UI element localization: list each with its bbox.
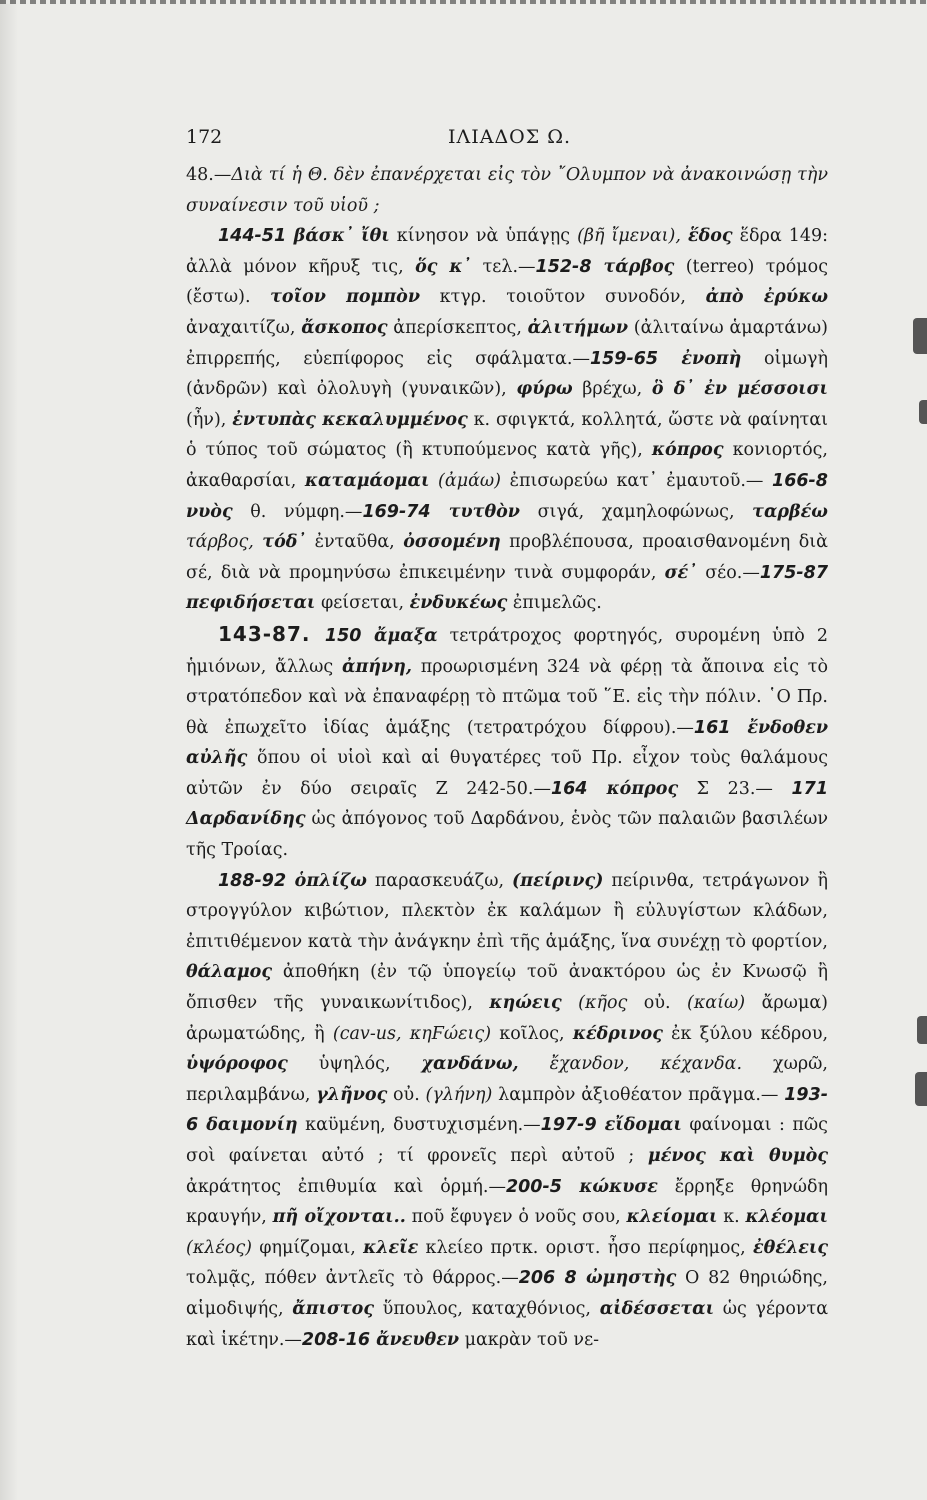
headword: ἄμαξα <box>373 625 438 646</box>
text: κ. <box>717 1207 746 1228</box>
line-reference: 171 <box>791 778 829 799</box>
text: οἰμωγὴ (ἀνδρῶν) καὶ ὀλολυγὴ (γυναικῶν), <box>186 348 828 400</box>
italic-text: (βῆ ἴμεναι), <box>577 226 681 247</box>
text: λαμπρὸν ἀξιοθέατον πρᾶγμα.— <box>492 1084 785 1105</box>
headword: ἀπὸ ἐρύκω <box>705 287 828 308</box>
line-reference: 208-16 <box>301 1329 377 1350</box>
headword: φύρω <box>516 379 573 400</box>
edge-mark <box>917 1016 927 1044</box>
edge-mark <box>915 1072 927 1106</box>
text: ἀπερίσκεπτος, <box>387 317 528 338</box>
italic-text: (γλήνη) <box>425 1084 493 1105</box>
edge-mark <box>913 318 927 354</box>
text: ἀναχαιτίζω, <box>186 317 302 338</box>
headword: κλείομαι <box>626 1207 718 1228</box>
italic-text: ἔχανδον, κέχανδα. <box>549 1054 743 1075</box>
line-reference: 197-9 <box>540 1115 605 1136</box>
text: (ἦν), <box>186 409 233 430</box>
text: ἐπιμελῶς. <box>507 593 602 614</box>
italic-text: τάρβος, <box>186 532 254 553</box>
text <box>562 993 578 1013</box>
text: οὐ. <box>387 1084 426 1105</box>
line-reference: 144-51 <box>218 226 294 247</box>
headword: γλῆνος <box>316 1084 388 1105</box>
line-reference: 166-8 <box>772 470 828 491</box>
headword: μένος καὶ θυμὸς <box>647 1146 828 1166</box>
headword: ἄνευθεν <box>376 1329 460 1350</box>
headword: νυὸς <box>186 501 233 522</box>
text: ἀποθήκη (ἐν τῷ ὑπογείῳ τοῦ ἀνακτόρου ὡς ἐν Κνωσῷ ἢ ὄπισθεν τῆς γυναικωνίτιδος), <box>186 962 828 1014</box>
headword: ἄπιστος <box>292 1298 374 1319</box>
text: ἀκράτητος ἐπιθυμία καὶ ὁρμή.— <box>186 1176 506 1197</box>
text: θ. νύμφη.— <box>232 501 363 522</box>
line-reference: 169-74 <box>362 501 449 522</box>
italic-text: (κῆος <box>578 993 628 1014</box>
text: κονιορτός, ἀκαθαρσίαι, <box>186 440 828 491</box>
text: ὡς ἀπόγονος τοῦ Δαρδάνου, ἑνὸς τῶν παλαιῶν βασιλέων τῆς Τροίας. <box>186 809 828 861</box>
headword: βάσκ᾽ ἴθι <box>293 226 390 247</box>
text: τελ.— <box>471 256 536 277</box>
text: ὡς γέροντα καὶ ἱκέτην.— <box>186 1298 829 1350</box>
text: κτγρ. τοιοῦτον συνοδόν, <box>419 287 706 308</box>
headword: σέ᾽ <box>664 562 697 583</box>
text: βρέχω, <box>572 379 652 400</box>
italic-text: (καίω) <box>687 993 746 1014</box>
headword: ἕδος <box>687 226 733 247</box>
text: 48.— <box>186 165 232 185</box>
headword: ἔνδοθεν αὐλῆς <box>186 717 828 769</box>
text: (terreo) τρόμος (ἔστω). <box>186 256 828 308</box>
headword: Δαρδανίδης <box>186 809 306 830</box>
text: παρασκευάζω, <box>366 870 512 891</box>
headword: κέδρινος <box>572 1023 663 1044</box>
headword: ὀσσομένη <box>403 532 501 553</box>
commentary-text <box>186 160 828 1355</box>
text: καϋμένη, δυστυχισμένη.— <box>297 1115 541 1136</box>
paragraph <box>186 160 828 221</box>
headword: ἀλιτήμων <box>527 317 628 338</box>
headword: (πείρινς) <box>512 870 604 891</box>
line-reference: 164 <box>550 778 607 799</box>
text: μακρὰν τοῦ νε- <box>459 1329 600 1350</box>
line-reference: 206 8 <box>518 1268 586 1289</box>
text: ἄρωμα) ἀρωματώδης, ἢ <box>186 993 828 1044</box>
text: χωρῶ, περιλαμβάνω, <box>186 1054 828 1105</box>
headword: κόπρος <box>651 440 724 461</box>
headword: ἐθέλεις <box>753 1237 829 1258</box>
headword: ὅς κ᾽ <box>415 256 472 277</box>
text: κλείεο πρτκ. οριστ. ἦσο περίφημος, <box>418 1237 754 1258</box>
paragraph <box>186 619 828 866</box>
headword: εἴδομαι <box>604 1115 682 1136</box>
headword: ταρβέω <box>752 501 828 522</box>
line-reference: 193-6 <box>186 1084 829 1136</box>
headword: ἐνδυκέως <box>409 593 508 614</box>
text: Σ 23.— <box>678 778 792 799</box>
text: προωρισμένη 324 νὰ φέρῃ τὰ ἄποινα εἰς τὸ στρατόπεδον καὶ νὰ ἐπαναφέρῃ τὸ πτῶμα τοῦ ῞Ε. εἰς τὴν πόλιν. ῾Ο Πρ. θὰ ἐπωχεῖτο ἰδίας ἁμάξης (τετρατρόχου δίφρου).— <box>186 656 829 738</box>
headword: ὃ δ᾽ ἐν μέσσοισι <box>651 379 829 400</box>
headword: κόπρος <box>606 778 679 799</box>
text: ἐνταῦθα, <box>306 532 404 553</box>
torn-top-edge <box>0 0 927 4</box>
headword: ὑψόροφος <box>186 1054 288 1075</box>
text: Ο 82 θηριώδης, αἱμοδιψής, <box>186 1268 828 1319</box>
text: κοῖλος, <box>491 1023 573 1044</box>
italic-text: (κλέος) <box>186 1237 252 1258</box>
text <box>519 1054 550 1074</box>
text: τετράτροχος φορτηγός, συρομένη ὑπὸ 2 ἡμιόνων, ἄλλως <box>186 625 828 677</box>
headword: κλεῖε <box>363 1237 419 1258</box>
headword: ὁπλίζω <box>294 870 367 891</box>
line-reference: 200-5 <box>505 1176 580 1197</box>
text: ποῦ ἔφυγεν ὁ νοῦς σου, <box>405 1207 627 1228</box>
headword: αἰδέσσεται <box>599 1298 715 1319</box>
headword: ἀπήνη, <box>342 656 412 677</box>
edge-mark <box>919 400 927 424</box>
headword: κλέομαι <box>745 1207 828 1228</box>
text: προβλέπουσα, προαισθανομένη διὰ σέ, διὰ νὰ προμηνύσω ἐπικειμένην τινὰ συμφοράν, <box>186 532 828 583</box>
headword: πεφιδήσεται <box>186 593 316 614</box>
headword: θάλαμος <box>186 962 273 983</box>
line-reference: 159-65 <box>589 348 682 369</box>
headword: καταμάομαι <box>304 470 430 491</box>
headword: ἐντυπὰς κεκαλυμμένος <box>232 409 468 430</box>
line-reference: 188-92 <box>218 870 295 891</box>
text: ἐκ ξύλου κέδρου, <box>662 1023 829 1044</box>
text: κίνησον νὰ ὑπάγῃς <box>389 226 578 247</box>
text: οὐ. <box>627 993 687 1014</box>
text: φημίζομαι, <box>251 1237 364 1258</box>
text: (ἀλιταίνω ἁμαρτάνω) ἐπιρρεπής, εὐεπίφορος εἰς σφάλματα.— <box>186 317 828 369</box>
headword: ἐνοπὴ <box>681 348 742 369</box>
line-reference: 150 <box>324 625 374 646</box>
page-header <box>186 126 828 156</box>
headword: τυτθὸν <box>448 501 520 522</box>
line-reference: 175-87 <box>759 562 828 583</box>
headword: ὠμηστὴς <box>586 1268 677 1289</box>
text: ὕπουλος, καταχθόνιος, <box>374 1298 600 1319</box>
headword: κώκυσε <box>579 1176 658 1197</box>
running-head: ΙΛΙΑΔΟΣ Ω. <box>448 126 572 148</box>
text <box>429 471 438 491</box>
headword: τόδ᾽ <box>262 532 307 553</box>
headword: τάρβος <box>603 256 675 277</box>
text: πείρινθα, τετράγωνον ἢ στρογγύλον κιβώτιον, πλεκτὸν ἐκ καλάμων ἢ εὐλυγίστων κλάδων, ἐπιτιθέμενον κατὰ τὴν ἀνάγκην ἐπὶ τῆς ἁμάξης, ἵνα συνέχῃ τὸ φορτίον, <box>186 870 828 952</box>
headword: τοῖον πομπὸν <box>270 287 420 308</box>
line-reference: 161 <box>693 717 748 738</box>
text <box>681 226 688 246</box>
text: σέο.— <box>696 562 760 583</box>
italic-text: (cav-us, κηϜώεις) <box>332 1023 492 1044</box>
text: φείσεται, <box>315 593 410 614</box>
headword: πῆ οἴχονται.. <box>272 1207 406 1228</box>
paragraph <box>186 221 828 619</box>
text: ὅπου οἱ υἱοὶ καὶ αἱ θυγατέρες τοῦ Πρ. εἶχον τοὺς θαλάμους αὐτῶν ἐν δύο σειραῖς Ζ 242-50.— <box>186 748 828 799</box>
headword: δαιμονίη <box>206 1115 298 1136</box>
headword: κηώεις <box>489 993 562 1014</box>
page-number: 172 <box>186 126 223 148</box>
line-reference: 143-87. <box>218 621 325 646</box>
line-reference: 152-8 <box>535 256 604 277</box>
headword: χανδάνω, <box>421 1054 519 1075</box>
text: ἔρρηξε θρηνώδη κραυγήν, <box>186 1176 829 1228</box>
paragraph <box>186 866 828 1356</box>
text: ὑψηλός, <box>287 1054 422 1075</box>
text: τολμᾷς, πόθεν ἀντλεῖς τὸ θάρρος.— <box>186 1268 519 1289</box>
text: κ. σφιγκτά, κολλητά, ὥστε νὰ φαίνηται ὁ τύπος τοῦ σώματος (ἢ κτυπούμενος κατὰ γῆς), <box>186 409 829 461</box>
italic-text: (ἀμάω) <box>438 470 501 491</box>
headword: ἄσκοπος <box>301 317 388 338</box>
text: ἕδρα 149: ἀλλὰ μόνον κῆρυξ τις, <box>186 226 828 277</box>
text: ἐπισωρεύω κατ᾽ ἐμαυτοῦ.— <box>500 470 773 491</box>
text: φαίνομαι : πῶς σοὶ φαίνεται αὐτό ; τί φρονεῖς περὶ αὐτοῦ ; <box>186 1115 828 1166</box>
text: σιγά, χαμηλοφώνως, <box>519 501 753 522</box>
italic-text: Διὰ τί ἡ Θ. δὲν ἐπανέρχεται εἰς τὸν ῎Ολυμπον νὰ ἀνακοινώσῃ τὴν συναίνεσιν τοῦ υἱοῦ ; <box>186 165 828 216</box>
